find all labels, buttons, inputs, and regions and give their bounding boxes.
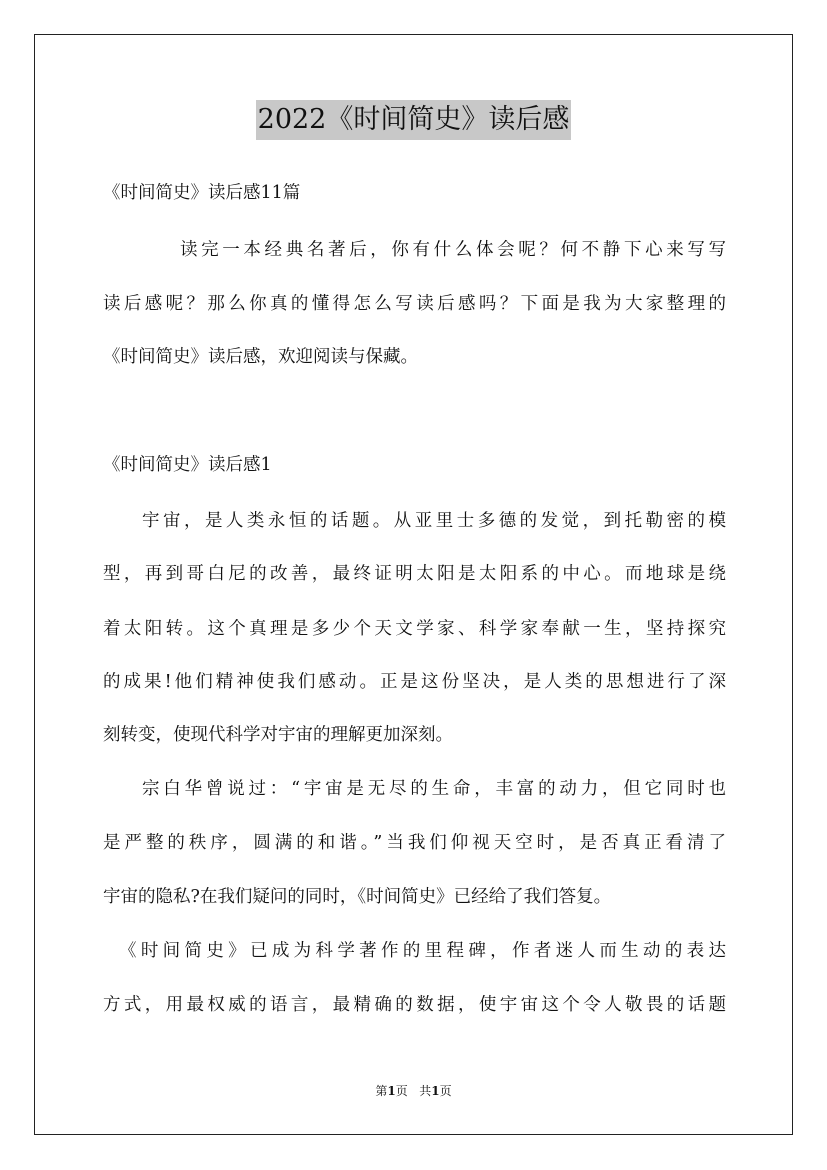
footer-page-number: 1 [387,1084,396,1098]
paragraph2-line-2: 是严整的秩序，圆满的和谐。”当我们仰视天空时，是否真正看清了 [103,833,726,853]
paragraph2-line-3: 宇宙的隐私?在我们疑问的同时，《时间简史》已经给了我们答复。 [103,887,612,907]
footer-total-suffix: 页 [439,1084,452,1098]
paragraph1-line-4: 的成果!他们精神使我们感动。正是这份坚决，是人类的思想进行了深 [103,672,726,692]
paragraph3-line-2: 方式，用最权威的语言，最精确的数据，使宇宙这个令人敬畏的话题 [103,995,726,1015]
paragraph3-line-1: 《时间简史》已成为科学著作的里程碑，作者迷人而生动的表达 [119,941,726,961]
paragraph1-line-3: 着太阳转。这个真理是多少个天文学家、科学家奉献一生，坚持探究 [103,619,726,639]
footer-page-suffix: 页 [395,1084,408,1098]
paragraph1-line-5: 刻转变，使现代科学对宇宙的理解更加深刻。 [103,725,453,745]
intro-line-2: 读后感呢？那么你真的懂得怎么写读后感吗？下面是我为大家整理的 [103,294,726,314]
document-title: 2022《时间简史》读后感 [256,100,572,140]
paragraph1-line-1: 宇宙，是人类永恒的话题。从亚里士多德的发觉，到托勒密的模 [142,511,726,531]
footer-page-prefix: 第 [375,1084,388,1098]
subtitle: 《时间简史》读后感11篇 [103,183,301,203]
footer-total-number: 1 [431,1084,440,1098]
footer-total-prefix: 共 [419,1084,432,1098]
intro-line-1: 读完一本经典名著后，你有什么体会呢？何不静下心来写写 [180,240,726,260]
title-container [0,100,827,140]
intro-line-3: 《时间简史》读后感，欢迎阅读与保藏。 [103,347,418,367]
paragraph2-line-1: 宗白华曾说过：“宇宙是无尽的生命，丰富的动力，但它同时也 [142,779,726,799]
page-footer [0,1083,827,1099]
paragraph1-line-2: 型，再到哥白尼的改善，最终证明太阳是太阳系的中心。而地球是绕 [103,564,726,584]
section-heading: 《时间简史》读后感1 [103,455,272,475]
